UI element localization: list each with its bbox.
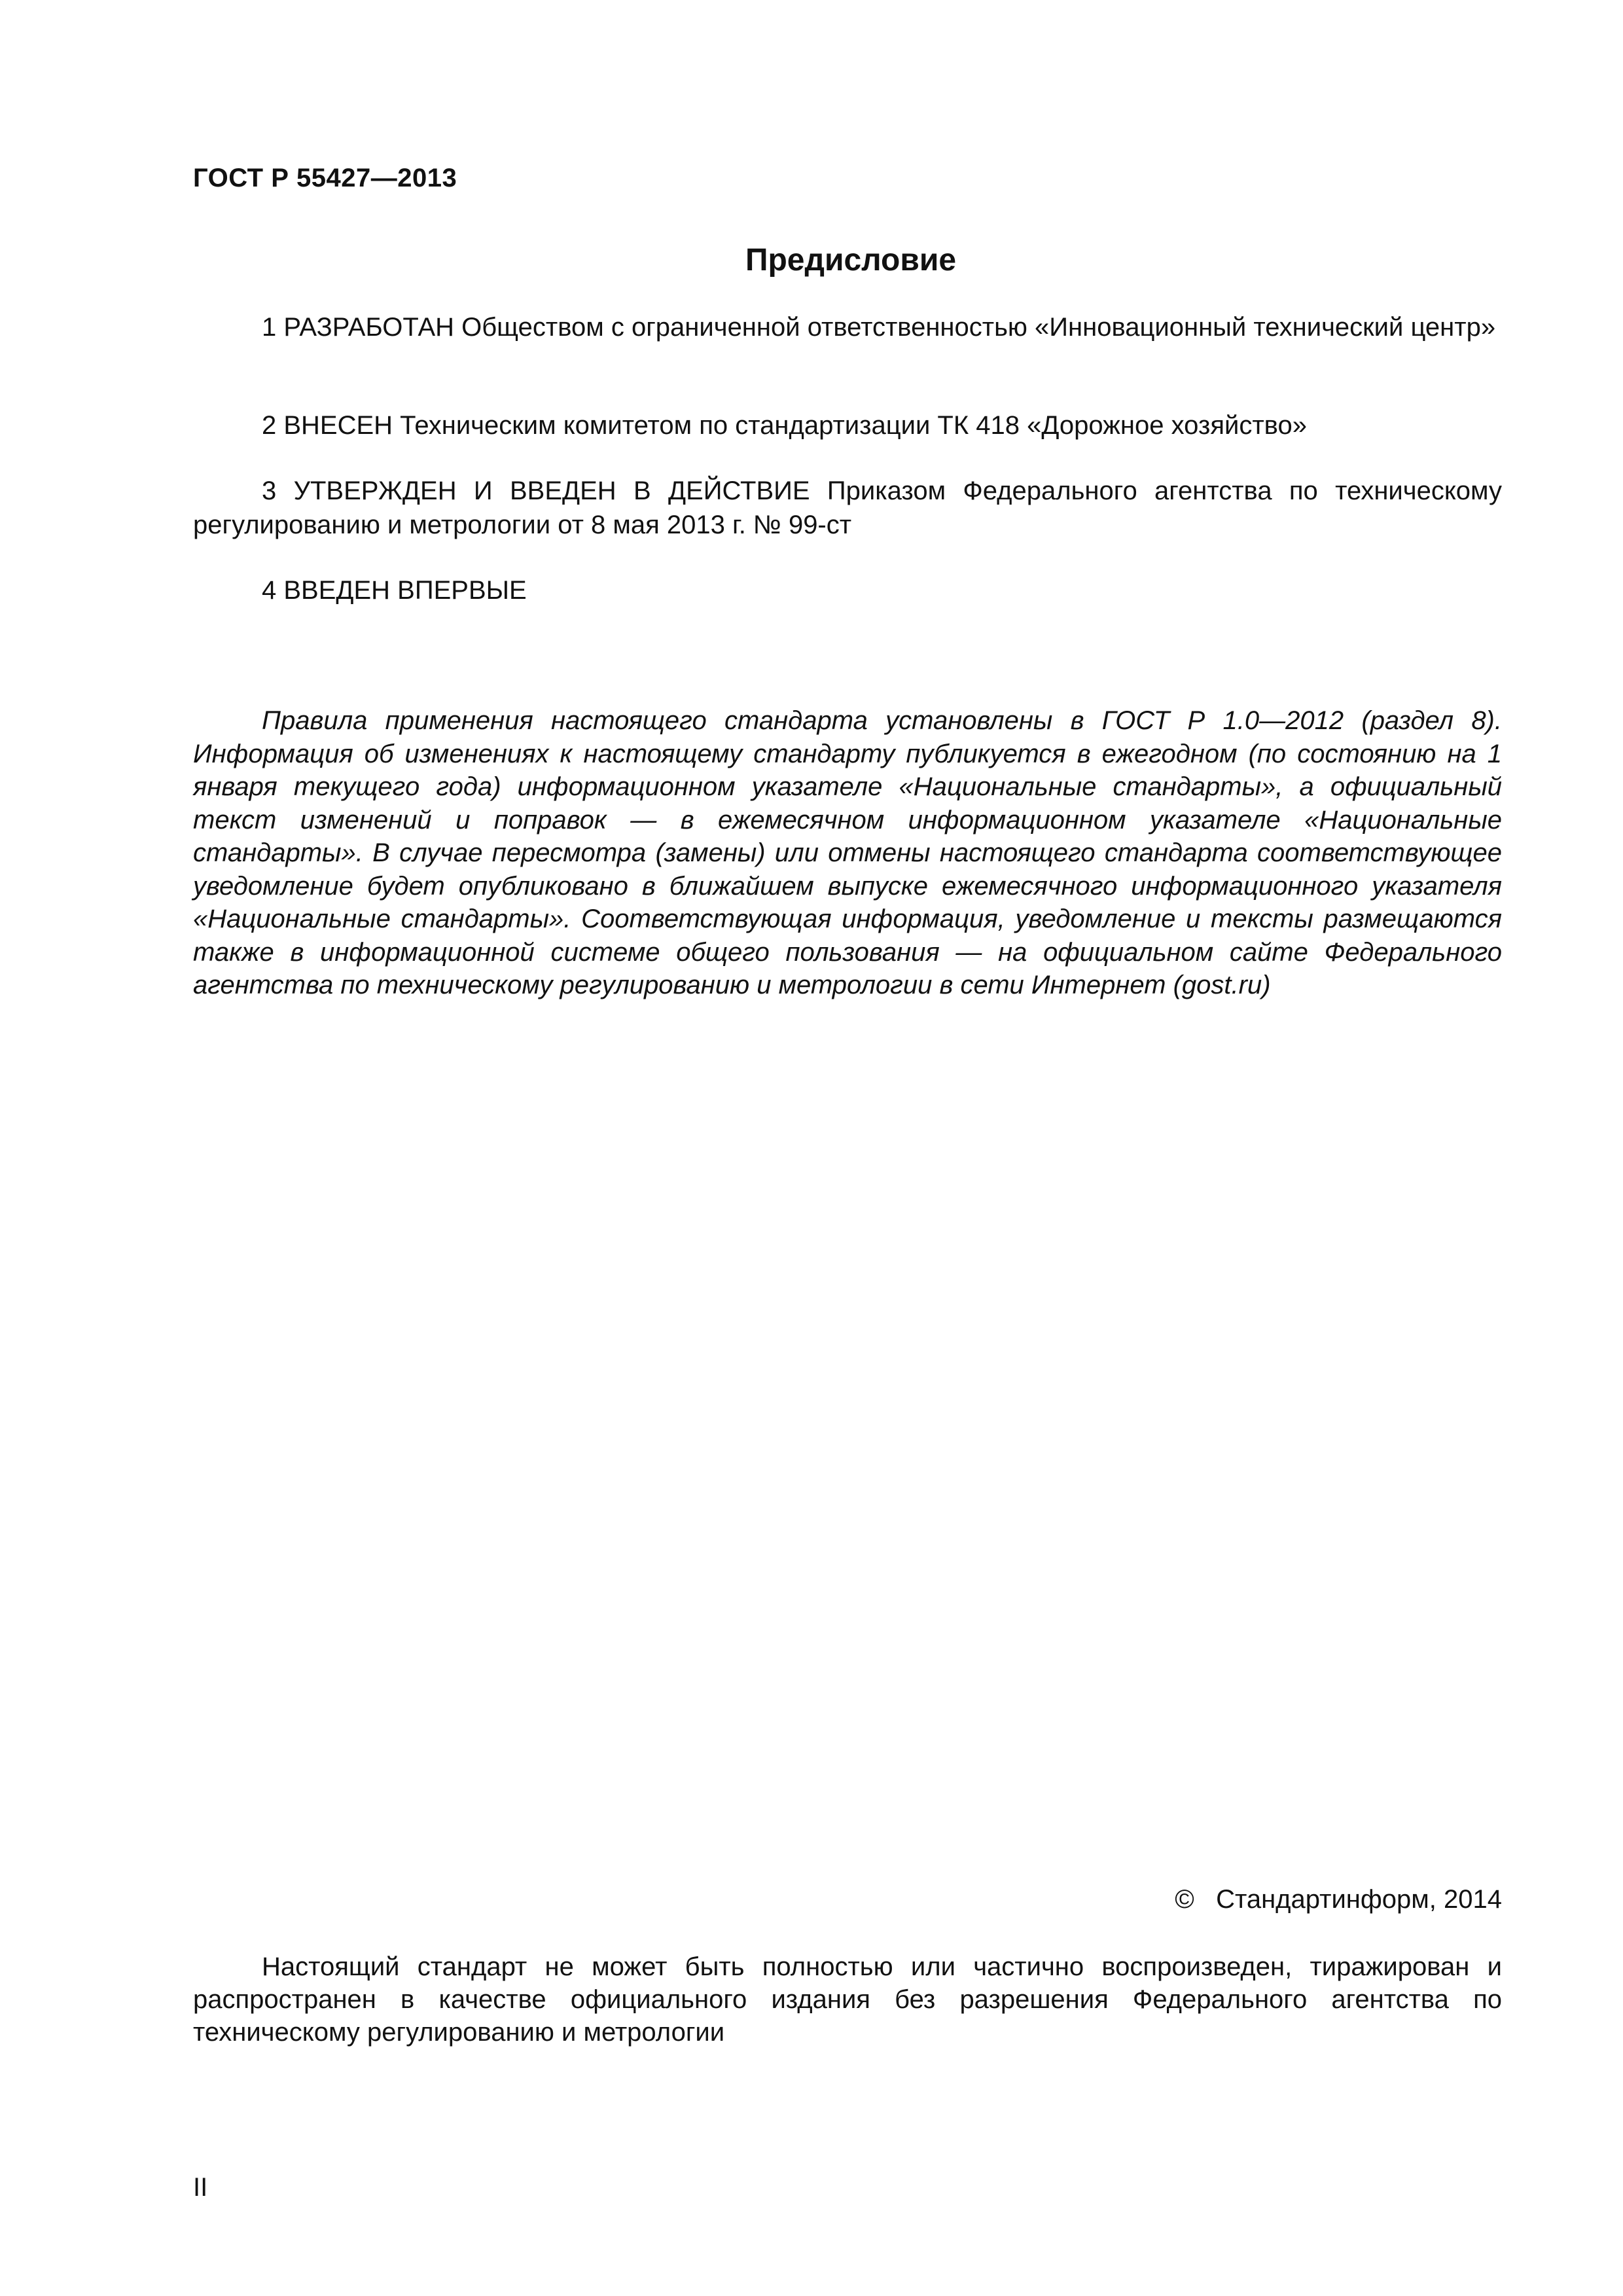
foreword-item-2: 2 ВНЕСЕН Техническим комитетом по стандартизации ТК 418 «Дорожное хозяйство» xyxy=(262,411,1307,440)
foreword-item-3: 3 УТВЕРЖДЕН И ВВЕДЕН В ДЕЙСТВИЕ Приказом Федерального агентства по техническому регулированию и метрологии от 8 мая 2013 г. № 99-ст xyxy=(193,476,1502,539)
document-id: ГОСТ Р 55427—2013 xyxy=(193,164,457,192)
reproduction-notice: Настоящий стандарт не может быть полностью или частично воспроизведен, тиражирован и распространен в качестве официального издания без разрешения Федерального агентства по техническому регулированию и метрологии xyxy=(193,1952,1502,2047)
foreword-item-4: 4 ВВЕДЕН ВПЕРВЫЕ xyxy=(262,576,527,605)
page-number: II xyxy=(193,2173,208,2202)
application-rules-paragraph: Правила применения настоящего стандарта установлены в ГОСТ Р 1.0—2012 (раздел 8). Информация об изменениях к настоящему стандарту публикуется в ежегодном (по состоянию на 1 января текущего года) информационном указателе «Национальные стандарты», а официальный текст изменений и поправок — в ежемесячном информационном указателе «Национальные стандарты». В случае пересмотра (замены) или отмены настоящего стандарта соответствующее уведомление будет опубликовано в ближайшем выпуске ежемесячного информационного указателя «Национальные стандарты». Соответствующая информация, уведомление и тексты размещаются также в информационной системе общего пользования — на официальном сайте Федерального агентства по техническому регулированию и метрологии в сети Интернет (gost.ru) xyxy=(193,706,1502,999)
copyright-line: © Стандартинформ, 2014 xyxy=(1175,1885,1502,1914)
page-title: Предисловие xyxy=(745,243,957,278)
foreword-item-1: 1 РАЗРАБОТАН Обществом с ограниченной ответственностью «Инновационный технический центр» xyxy=(262,313,1496,342)
